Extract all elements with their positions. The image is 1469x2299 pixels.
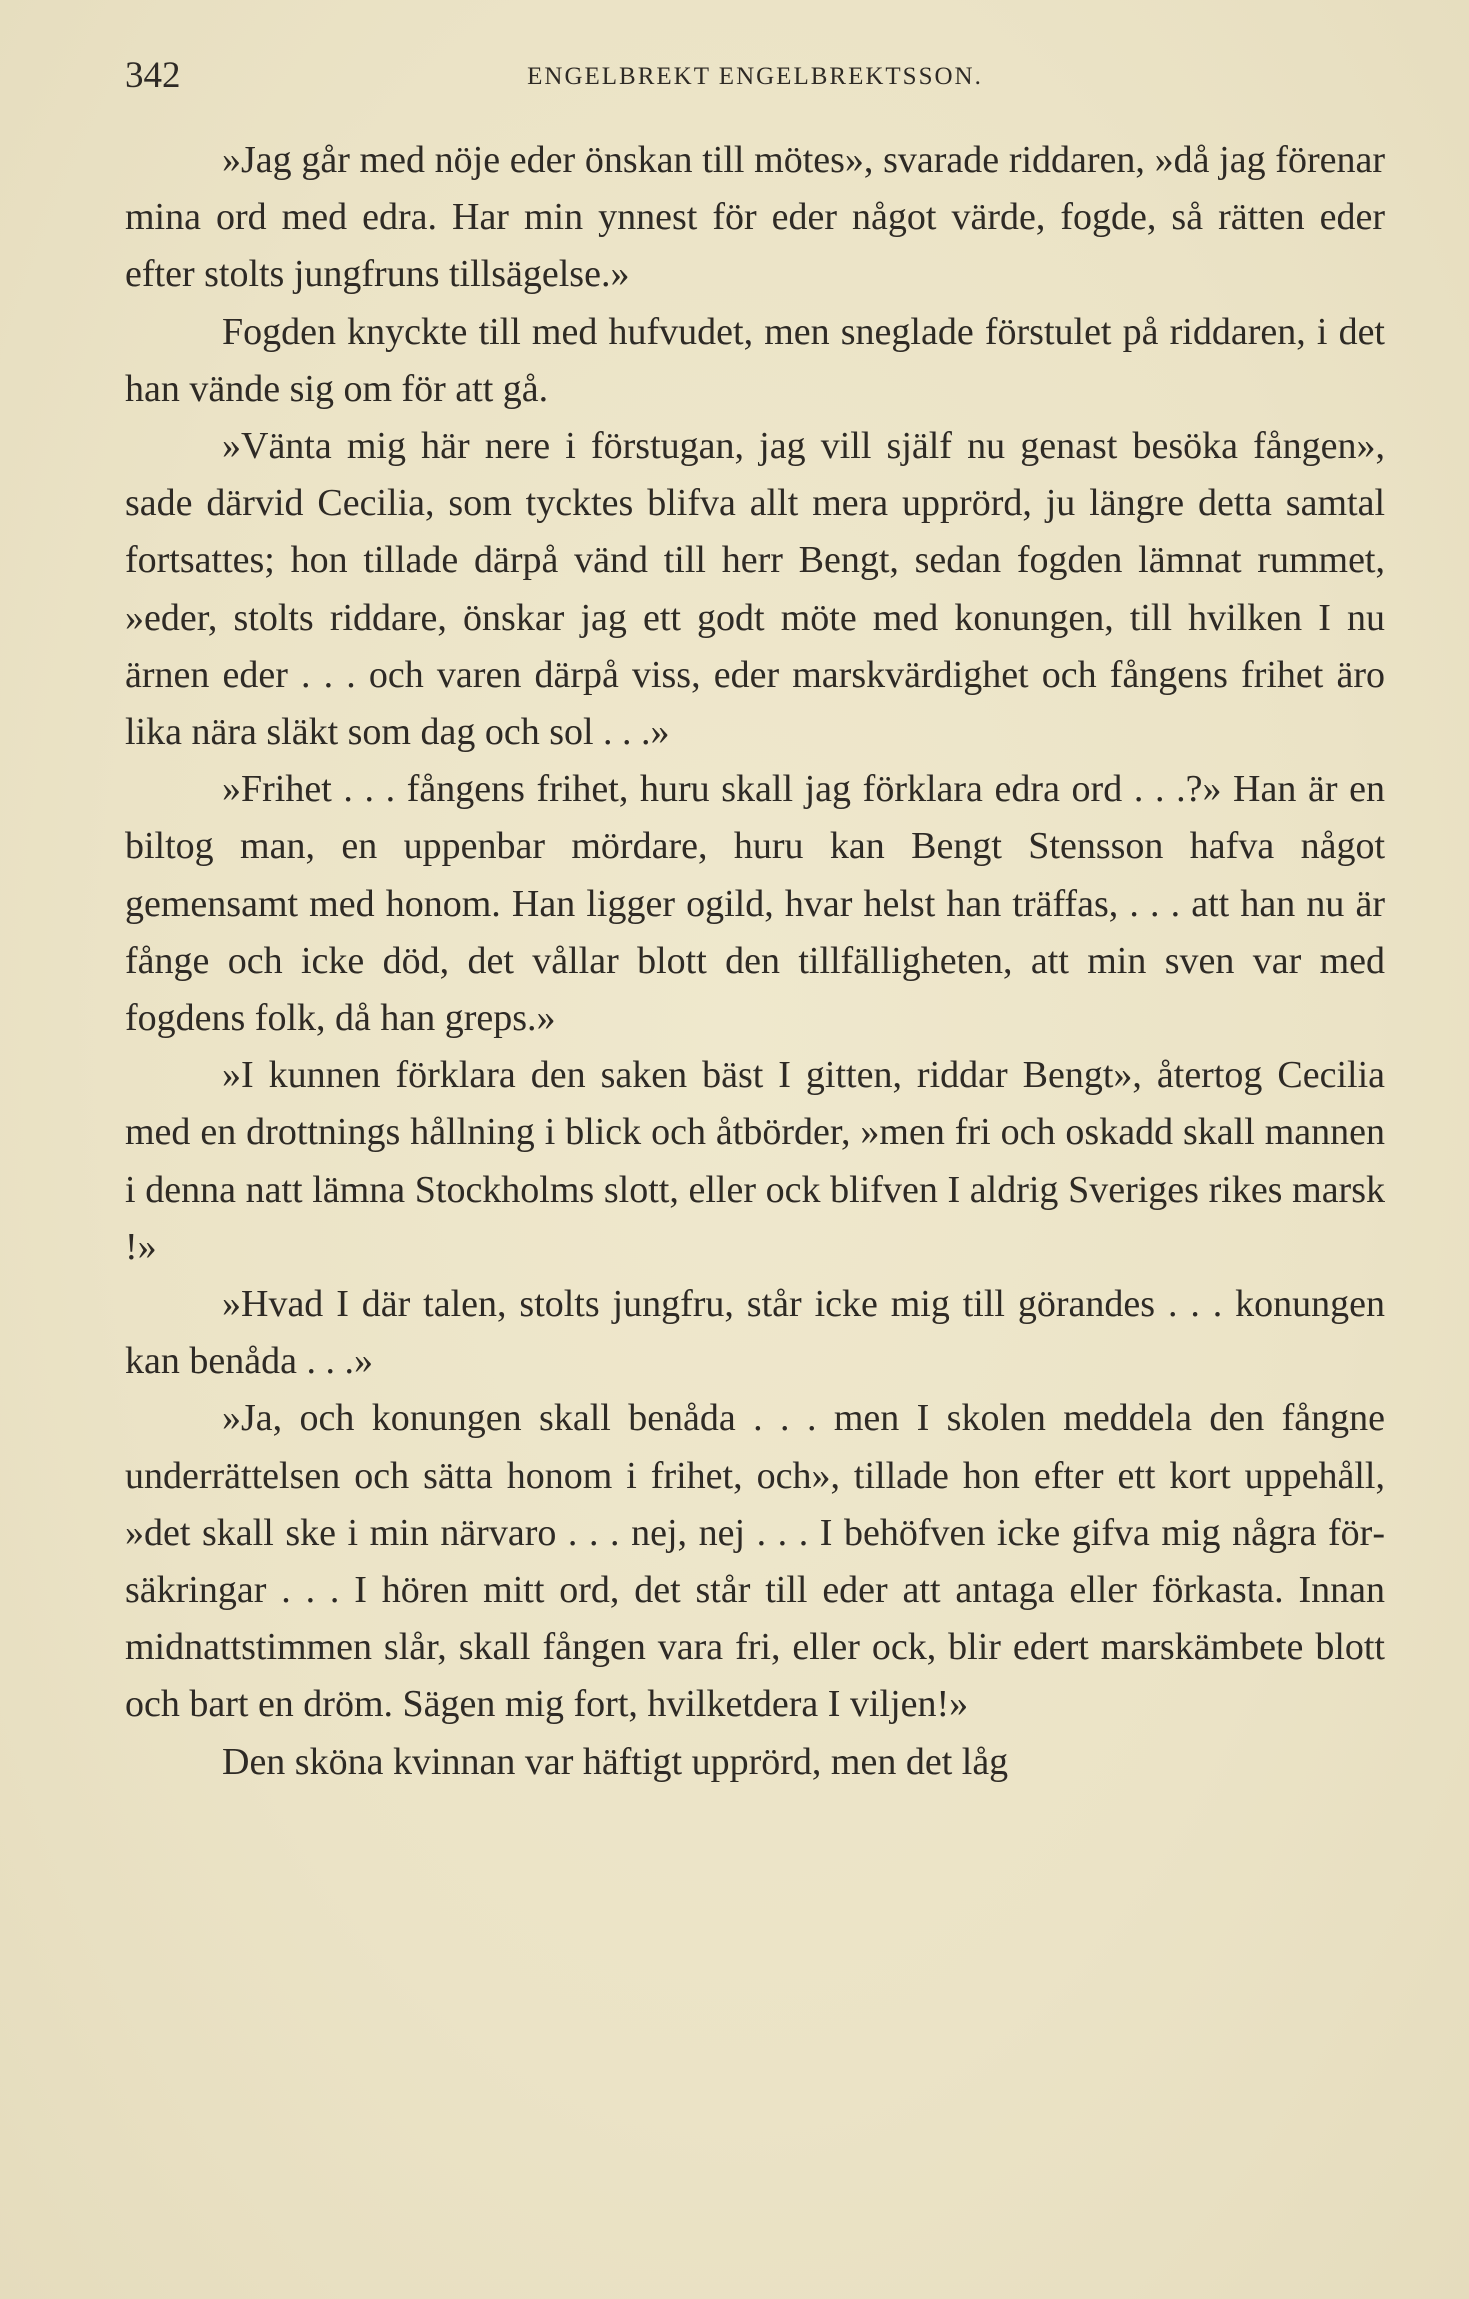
- paragraph: »Hvad I där talen, stolts jungfru, står icke mig till görandes . . . konungen kan benåda . . .»: [125, 1283, 1385, 1383]
- running-title: ENGELBREKT ENGELBREKTSSON.: [527, 63, 983, 90]
- paragraph: »Frihet . . . fångens frihet, huru skall jag förklara edra ord . . .?» Han är en biltog man, en uppenbar mördare, huru kan Bengt Stensson hafva något gemensamt med honom. Han ligger ogild, hvar helst han träffas, . . . att han nu är fånge och icke död, det vållar blott den tillfälligheten, att min sven var med fogdens folk, då han greps.»: [125, 768, 1385, 1040]
- body-text: [125, 132, 1385, 1791]
- paragraph: Fogden knyckte till med hufvudet, men sneglade förstulet på riddaren, i det han vände sig om för att gå.: [125, 310, 1385, 410]
- paragraph: »I kunnen förklara den saken bäst I gitten, riddar Bengt», återtog Cecilia med en drottnings hållning i blick och åtbörder, »men fri och oskadd skall mannen i denna natt lämna Stockholms slott, eller ock blifven I aldrig Sveriges rikes marsk !»: [125, 1054, 1385, 1268]
- page-number: 342: [125, 55, 181, 96]
- paragraph: Den sköna kvinnan var häftigt upprörd, men det låg: [222, 1740, 1009, 1783]
- paragraph: »Jag går med nöje eder önskan till mötes», svarade riddaren, »då jag förenar mina ord med edra. Har min ynnest för eder något värde, fogde, så rätten eder efter stolts jungfruns tillsägelse.»: [125, 139, 1385, 296]
- page-header: [125, 56, 1385, 96]
- paragraph: »Vänta mig här nere i förstugan, jag vill själf nu genast besöka fången», sade därvid Cecilia, som tycktes blifva allt mera upprörd, ju längre detta samtal fortsattes; hon tillade därpå vänd till herr Bengt, sedan fogden lämnat rummet, »eder, stolts riddare, önskar jag ett godt möte med konungen, till hvilken I nu ärnen eder . . . och varen därpå viss, eder marskvärdighet och fångens frihet äro lika nära släkt som dag och sol . . .»: [125, 425, 1385, 754]
- paragraph: »Ja, och konungen skall benåda . . . men I skolen meddela den fångne underrättelsen och sätta honom i frihet, och», tillade hon efter ett kort uppehåll, »det skall ske i min närvaro . . . nej, nej . . . I behöfven icke gifva mig några försäkringar . . . I hören mitt ord, det står till eder att antaga eller förkasta. Innan midnattstimmen slår, skall fången vara fri, eller ock, blir edert marskämbete blott och bart en dröm. Sägen mig fort, hvilketdera I viljen!»: [125, 1397, 1385, 1726]
